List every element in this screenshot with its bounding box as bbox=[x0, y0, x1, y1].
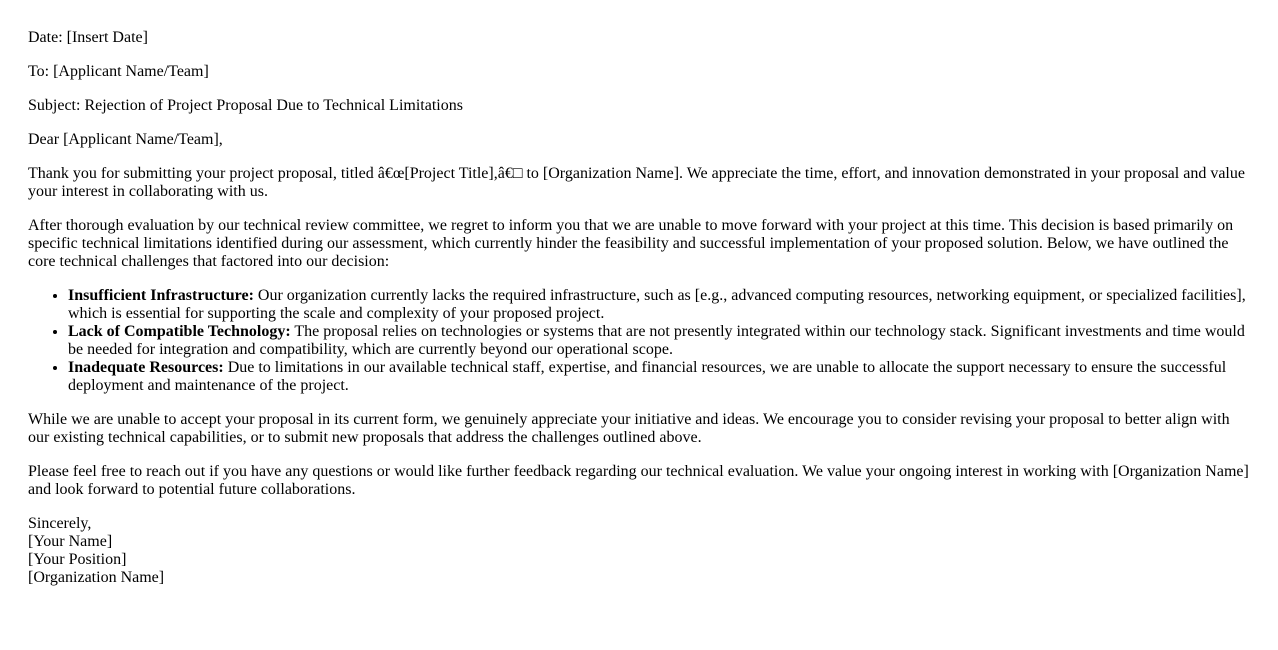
bullet-text: Due to limitations in our available technical staff, expertise, and financial resources, we are unable to allocate the support necessary to ensure the successful deployment and maintenance of the project. bbox=[68, 359, 1227, 394]
list-item-inadequate-resources bbox=[68, 359, 1249, 395]
technical-challenges-list bbox=[28, 287, 1249, 395]
signature-organization: [Organization Name] bbox=[28, 569, 165, 586]
bullet-text: Our organization currently lacks the required infrastructure, such as [e.g., advanced computing resources, networking equipment, or specialized facilities], which is essential for supporting the scale and complexity of your proposed project. bbox=[68, 287, 1246, 322]
closing: Sincerely, bbox=[28, 515, 92, 532]
list-item-insufficient-infrastructure bbox=[68, 287, 1249, 323]
paragraph-contact: Please feel free to reach out if you have any questions or would like further feedback regarding our technical evaluation. We value your ongoing interest in working with [Organization Name] and look forward to potential future collaborations. bbox=[28, 463, 1249, 498]
bullet-text: The proposal relies on technologies or systems that are not presently integrated within our technology stack. Significant investments and time would be needed for integration and compatibility, which are currently beyond our operational scope. bbox=[68, 323, 1245, 358]
paragraph-encouragement: While we are unable to accept your proposal in its current form, we genuinely appreciate your initiative and ideas. We encourage you to consider revising your proposal to better align with our existing technical capabilities, or to submit new proposals that address the challenges outlined above. bbox=[28, 411, 1230, 446]
paragraph-evaluation: After thorough evaluation by our technical review committee, we regret to inform you that we are unable to move forward with your project at this time. This decision is based primarily on specific technical limitations identified during our assessment, which currently hinder the feasibility and successful implementation of your proposed solution. Below, we have outlined the core technical challenges that factored into our decision: bbox=[28, 217, 1234, 270]
date-line: Date: [Insert Date] bbox=[28, 29, 148, 46]
to-line: To: [Applicant Name/Team] bbox=[28, 63, 209, 80]
bullet-title: Insufficient Infrastructure: bbox=[68, 287, 254, 304]
paragraph-intro: Thank you for submitting your project proposal, titled â€œ[Project Title],â€□ to [Organization Name]. We appreciate the time, effort, and innovation demonstrated in your proposal and value your interest in collaborating with us. bbox=[28, 165, 1245, 200]
bullet-title: Lack of Compatible Technology: bbox=[68, 323, 291, 340]
list-item-lack-of-compatible-technology bbox=[68, 323, 1249, 359]
salutation: Dear [Applicant Name/Team], bbox=[28, 131, 223, 148]
signature-block bbox=[28, 515, 1249, 587]
subject-line: Subject: Rejection of Project Proposal Due to Technical Limitations bbox=[28, 97, 463, 114]
signature-position: [Your Position] bbox=[28, 551, 127, 568]
bullet-title: Inadequate Resources: bbox=[68, 359, 224, 376]
signature-name: [Your Name] bbox=[28, 533, 113, 550]
